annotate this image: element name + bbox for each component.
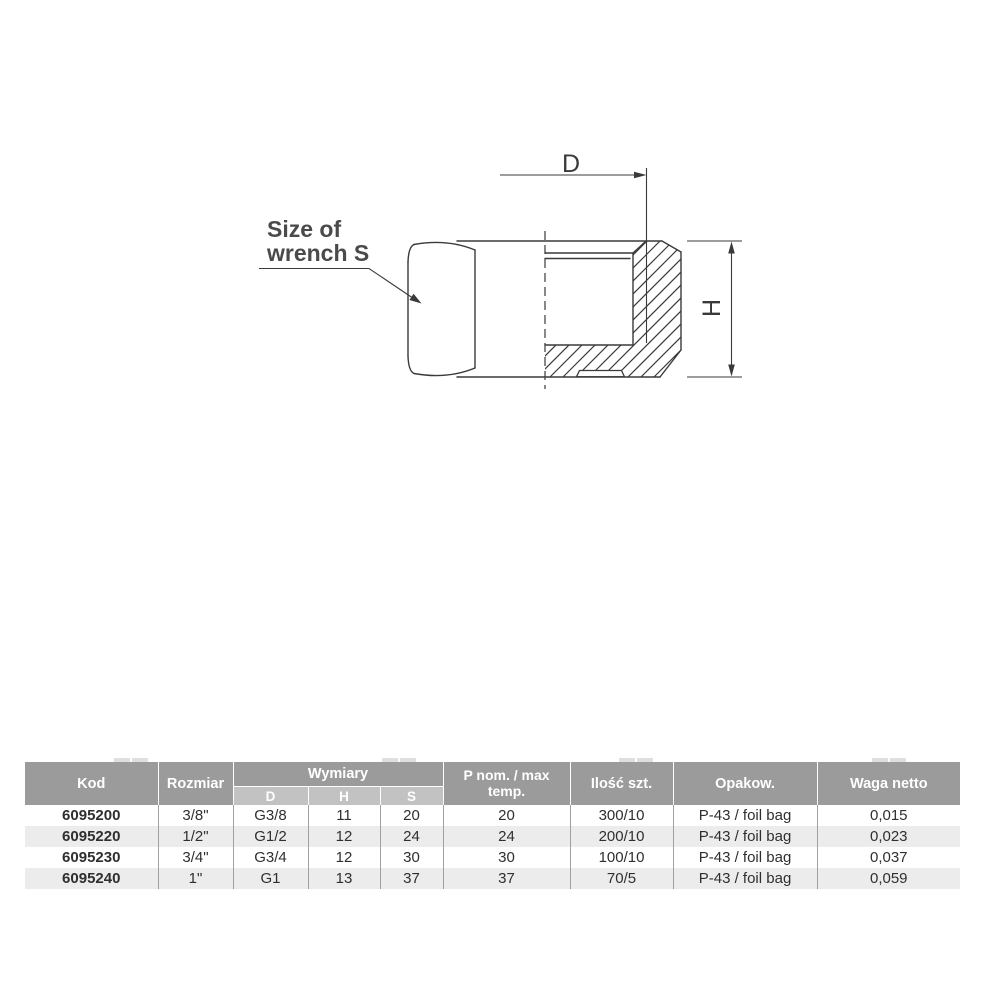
cell-pnom: 20 — [443, 805, 570, 826]
cell-s: 37 — [380, 868, 443, 889]
cell-waga: 0,023 — [817, 826, 960, 847]
cell-kod: 6095200 — [62, 807, 121, 824]
cell-opakow: P-43 / foil bag — [673, 847, 817, 868]
cell-waga: 0,037 — [817, 847, 960, 868]
cell-h: 13 — [308, 868, 380, 889]
cell-rozmiar: 1/2" — [158, 826, 233, 847]
col-header-pnom-line2: temp. — [487, 782, 526, 799]
cell-kod: 6095230 — [62, 849, 121, 866]
table-row — [25, 826, 960, 847]
col-subheader-s: S — [380, 787, 443, 806]
bottom-recess-notch — [577, 371, 625, 377]
cell-waga: 0,015 — [817, 805, 960, 826]
cell-d: G1 — [233, 868, 308, 889]
col-subheader-h: H — [308, 787, 380, 806]
cell-s: 20 — [380, 805, 443, 826]
cell-ilosc: 100/10 — [570, 847, 673, 868]
col-header-opakow: Opakow. — [673, 762, 817, 805]
cell-d: G3/4 — [233, 847, 308, 868]
cell-opakow: P-43 / foil bag — [673, 868, 817, 889]
col-header-waga: Waga netto — [817, 762, 960, 805]
cell-pnom: 24 — [443, 826, 570, 847]
leader-arrowhead — [409, 294, 421, 304]
cell-kod: 6095220 — [62, 828, 121, 845]
cell-ilosc: 300/10 — [570, 805, 673, 826]
col-header-rozmiar: Rozmiar — [158, 762, 233, 805]
cell-h: 11 — [308, 805, 380, 826]
col-header-wymiary: Wymiary — [233, 762, 443, 787]
cell-ilosc: 70/5 — [570, 868, 673, 889]
cell-pnom: 30 — [443, 847, 570, 868]
section-hatching — [495, 230, 814, 380]
wrench-size-label-line2: wrench S — [267, 240, 370, 266]
table-row — [25, 805, 960, 826]
cell-d: G3/8 — [233, 805, 308, 826]
col-header-pnom — [443, 762, 570, 805]
cell-pnom: 37 — [443, 868, 570, 889]
h-dimension — [687, 241, 742, 377]
cell-opakow: P-43 / foil bag — [673, 805, 817, 826]
cell-s: 24 — [380, 826, 443, 847]
wrench-size-callout — [259, 216, 422, 304]
cell-kod: 6095240 — [62, 870, 121, 887]
col-subheader-d: D — [233, 787, 308, 806]
cell-h: 12 — [308, 847, 380, 868]
d-dimension — [500, 150, 647, 343]
spec-table — [25, 762, 960, 889]
cell-h: 12 — [308, 826, 380, 847]
cell-opakow: P-43 / foil bag — [673, 826, 817, 847]
dim-h-label: H — [698, 298, 726, 318]
cell-rozmiar: 3/4" — [158, 847, 233, 868]
cell-d: G1/2 — [233, 826, 308, 847]
cell-waga: 0,059 — [817, 868, 960, 889]
cell-rozmiar: 1" — [158, 868, 233, 889]
cell-rozmiar: 3/8" — [158, 805, 233, 826]
table-row — [25, 868, 960, 889]
table-row — [25, 847, 960, 868]
wrench-size-label-line1: Size of — [267, 216, 342, 242]
col-header-kod: Kod — [25, 762, 158, 805]
dim-d-label: D — [561, 150, 581, 178]
cell-ilosc: 200/10 — [570, 826, 673, 847]
col-header-ilosc: Ilość szt. — [570, 762, 673, 805]
col-header-pnom-line1: P nom. / max — [463, 766, 550, 783]
cell-s: 30 — [380, 847, 443, 868]
